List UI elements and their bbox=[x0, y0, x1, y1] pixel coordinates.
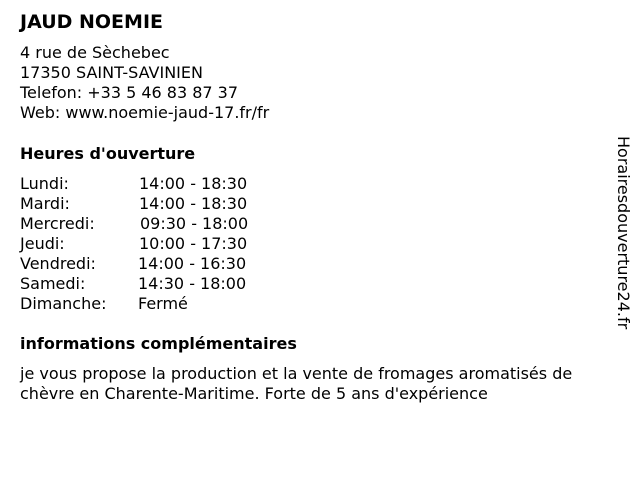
hours-row-monday bbox=[20, 174, 300, 194]
phone-number: Telefon: +33 5 46 83 87 37 bbox=[20, 83, 239, 102]
day-label: Mardi: bbox=[20, 194, 70, 213]
hours-heading: Heures d'ouverture bbox=[20, 144, 196, 163]
city-address: 17350 SAINT-SAVINIEN bbox=[20, 63, 203, 82]
street-address: 4 rue de Sèchebec bbox=[20, 43, 170, 62]
time-value: 09:30 - 18:00 bbox=[140, 214, 249, 233]
site-watermark: Horairesdouverture24.fr bbox=[614, 136, 633, 330]
business-name: JAUD NOEMIE bbox=[20, 11, 163, 33]
info-heading: informations complémentaires bbox=[20, 334, 297, 353]
info-line-1: je vous propose la production et la vente de fromages aromatisés de bbox=[20, 364, 573, 383]
time-value: 10:00 - 17:30 bbox=[139, 234, 248, 253]
address-block bbox=[20, 43, 269, 123]
time-value: 14:00 - 18:30 bbox=[139, 174, 248, 193]
website-link[interactable]: Web: www.noemie-jaud-17.fr/fr bbox=[20, 103, 270, 122]
hours-row-saturday bbox=[20, 274, 300, 294]
time-value: 14:00 - 16:30 bbox=[138, 254, 247, 273]
info-description bbox=[20, 364, 630, 404]
day-label: Vendredi: bbox=[20, 254, 96, 273]
day-label: Jeudi: bbox=[20, 234, 65, 253]
hours-row-wednesday bbox=[20, 214, 300, 234]
day-label: Dimanche: bbox=[20, 294, 107, 313]
time-value: Fermé bbox=[138, 294, 188, 313]
day-label: Lundi: bbox=[20, 174, 69, 193]
hours-row-friday bbox=[20, 254, 300, 274]
day-label: Mercredi: bbox=[20, 214, 95, 233]
hours-row-thursday bbox=[20, 234, 300, 254]
time-value: 14:00 - 18:30 bbox=[139, 194, 248, 213]
time-value: 14:30 - 18:00 bbox=[138, 274, 247, 293]
day-label: Samedi: bbox=[20, 274, 86, 293]
hours-row-tuesday bbox=[20, 194, 300, 214]
hours-table bbox=[20, 174, 300, 314]
hours-row-sunday bbox=[20, 294, 300, 314]
info-line-2: chèvre en Charente-Maritime. Forte de 5 ans d'expérience bbox=[20, 384, 488, 403]
